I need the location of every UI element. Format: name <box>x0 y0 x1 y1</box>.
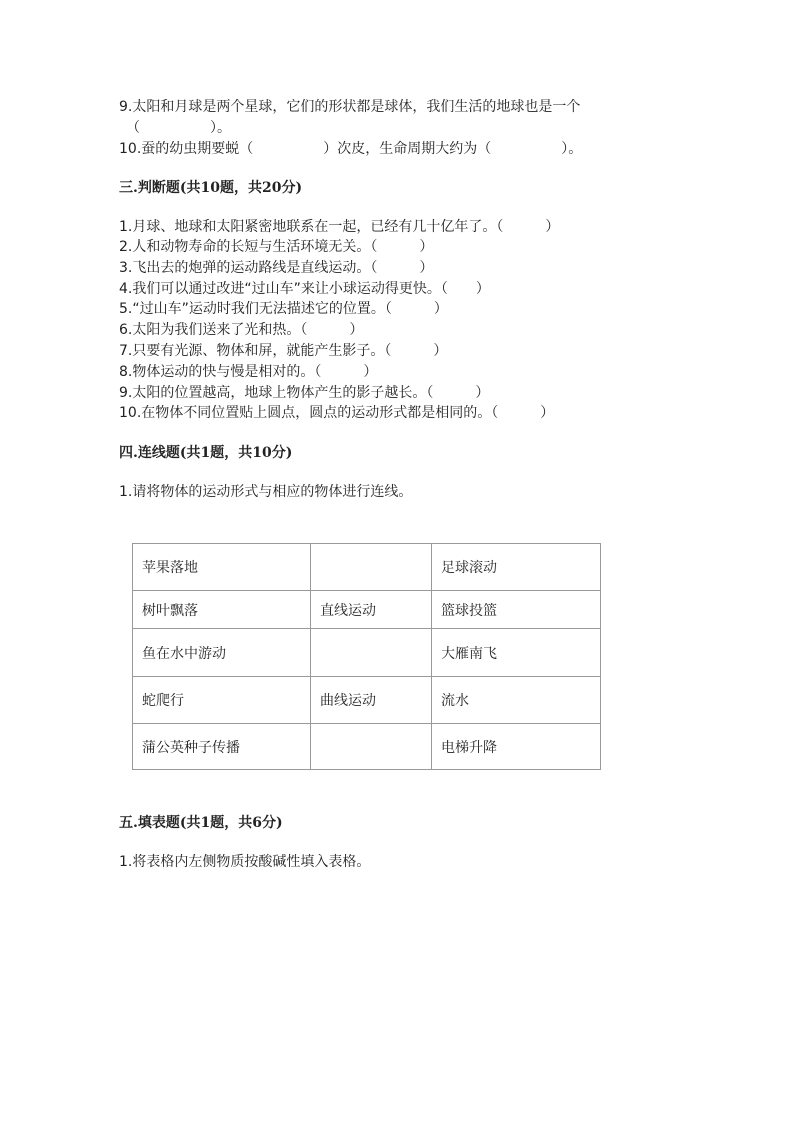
table-cell: 曲线运动 <box>311 677 432 724</box>
table-cell: 电梯升降 <box>432 724 601 770</box>
table-row <box>133 677 601 724</box>
table-cell: 流水 <box>432 677 601 724</box>
fill-question-9-line1: 9.太阳和月球是两个星球，它们的形状都是球体，我们生活的地球也是一个 <box>119 99 581 115</box>
judge-item-4: 4.我们可以通过改进“过山车”来让小球运动得更快。（ ） <box>119 281 490 297</box>
section-4-heading: 四.连线题(共1题，共10分) <box>119 445 293 461</box>
table-cell: 鱼在水中游动 <box>133 629 311 677</box>
table-cell <box>311 724 432 770</box>
table-fill-question: 1.将表格内左侧物质按酸碱性填入表格。 <box>119 854 371 870</box>
table-row <box>133 629 601 677</box>
table-cell: 蒲公英种子传播 <box>133 724 311 770</box>
fill-question-9-line2: （ ）。 <box>126 120 231 136</box>
judge-item-9: 9.太阳的位置越高，地球上物体产生的影子越长。（ ） <box>119 385 490 401</box>
judge-item-3: 3.飞出去的炮弹的运动路线是直线运动。（ ） <box>119 260 434 276</box>
table-cell: 足球滚动 <box>432 544 601 591</box>
judge-item-8: 8.物体运动的快与慢是相对的。（ ） <box>119 364 378 380</box>
table-cell: 篮球投篮 <box>432 591 601 629</box>
judge-item-10: 10.在物体不同位置贴上圆点，圆点的运动形式都是相同的。（ ） <box>119 405 555 421</box>
table-cell <box>311 629 432 677</box>
fill-question-10: 10.蚕的幼虫期要蜕（ ）次皮，生命周期大约为（ ）。 <box>119 141 583 157</box>
judge-item-6: 6.太阳为我们送来了光和热。（ ） <box>119 322 364 338</box>
judge-item-7: 7.只要有光源、物体和屏，就能产生影子。（ ） <box>119 343 448 359</box>
table-row <box>133 724 601 770</box>
table-cell: 直线运动 <box>311 591 432 629</box>
table-cell: 树叶飘落 <box>133 591 311 629</box>
section-5-heading: 五.填表题(共1题，共6分) <box>119 815 283 831</box>
judge-item-1: 1.月球、地球和太阳紧密地联系在一起，已经有几十亿年了。（ ） <box>119 219 560 235</box>
table-row <box>133 544 601 591</box>
table-cell <box>311 544 432 591</box>
section-3-heading: 三.判断题(共10题，共20分) <box>119 180 303 196</box>
table-row <box>133 591 601 629</box>
table-cell: 蛇爬行 <box>133 677 311 724</box>
judge-item-5: 5.“过山车”运动时我们无法描述它的位置。（ ） <box>119 301 448 317</box>
matching-question: 1.请将物体的运动形式与相应的物体进行连线。 <box>119 484 413 500</box>
table-cell: 苹果落地 <box>133 544 311 591</box>
matching-table <box>132 543 601 770</box>
table-cell: 大雁南飞 <box>432 629 601 677</box>
judge-item-2: 2.人和动物寿命的长短与生活环境无关。（ ） <box>119 239 434 255</box>
